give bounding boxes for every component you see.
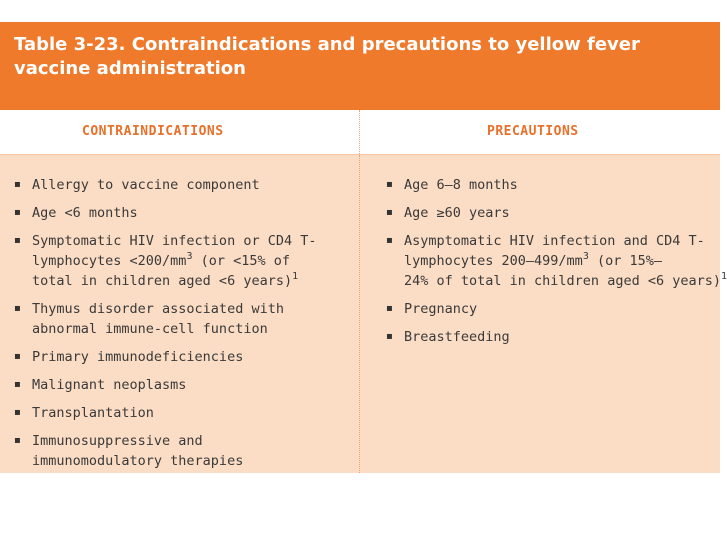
list-item [386,299,720,319]
bullet-icon: ▪ [14,379,21,390]
bullet-icon: ▪ [14,407,21,418]
yellow-fever-table [0,22,727,473]
item-text: 24% of total in children aged <6 years) [404,273,721,289]
item-text: (or <15% of [192,253,291,269]
item-text: total in children aged <6 years) [32,273,293,289]
list-item [14,431,359,471]
item-text: Allergy to vaccine component [32,177,260,193]
footnote-marker: 1 [720,271,727,282]
bullet-icon: ▪ [386,179,393,190]
column-header-row [0,110,720,155]
bullet-icon: ▪ [14,303,21,314]
list-item [386,327,720,347]
bullet-icon: ▪ [14,351,21,362]
item-text: lymphocytes <200/mm [32,253,187,269]
header-contraindications: CONTRAINDICATIONS [0,110,360,154]
table-body [0,155,727,473]
list-item [14,299,359,339]
item-text: Symptomatic HIV infection or CD4 T- [32,233,317,249]
bullet-icon: ▪ [386,207,393,218]
item-text: Thymus disorder associated with [32,301,284,317]
item-text: Age <6 months [32,205,138,221]
item-text: Asymptomatic HIV infection and CD4 T- [404,233,705,249]
header-precautions: PRECAUTIONS [487,124,579,139]
bullet-icon: ▪ [14,435,21,446]
item-text: Pregnancy [404,301,478,317]
precautions-column [360,155,727,473]
item-text: immunomodulatory therapies [32,453,244,469]
list-item [386,231,727,291]
item-text: abnormal immune-cell function [32,321,268,337]
item-text: Transplantation [32,405,154,421]
bullet-icon: ▪ [386,331,393,342]
list-item [14,175,359,195]
item-text: (or 15%– [588,253,662,269]
item-text: Immunosuppressive and [32,433,203,449]
item-text: Age 6–8 months [404,177,518,193]
contraindications-column [0,155,360,473]
bullet-icon: ▪ [386,235,393,246]
item-text: Age ≥60 years [404,205,510,221]
list-item [14,231,359,291]
superscript: 3 [186,251,193,262]
bullet-icon: ▪ [14,235,21,246]
list-item [14,403,359,423]
list-item [386,175,720,195]
item-text: Breastfeeding [404,329,510,345]
bullet-icon: ▪ [386,303,393,314]
item-text: Malignant neoplasms [32,377,187,393]
superscript: 3 [582,251,589,262]
list-item [14,347,359,367]
bullet-icon: ▪ [14,179,21,190]
footnote-marker: 1 [292,271,299,282]
table-title-line-1: Table 3-23. Contraindications and precautions to yellow fever [14,34,640,55]
table-title-bar [0,22,720,110]
list-item [14,203,359,223]
table-title-line-2: vaccine administration [14,58,246,79]
bullet-icon: ▪ [14,207,21,218]
list-item [14,375,359,395]
item-text: lymphocytes 200–499/mm [404,253,583,269]
list-item [386,203,720,223]
item-text: Primary immunodeficiencies [32,349,244,365]
